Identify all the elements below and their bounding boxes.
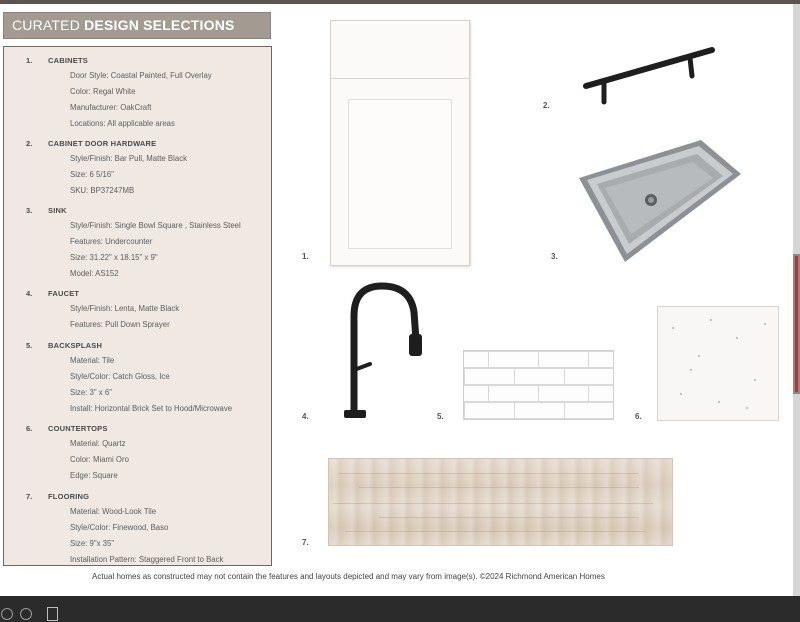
bar-pull-image (580, 40, 720, 110)
tile-brick (463, 351, 490, 368)
cabinet-rail (331, 78, 469, 79)
section-title: BACKSPLASH (48, 341, 103, 350)
spec-line: Style/Color: Finewood, Baso (70, 523, 169, 532)
tile-brick (464, 368, 516, 385)
tile-brick (488, 351, 540, 368)
tile-brick (588, 351, 614, 368)
spec-line: Features: Pull Down Sprayer (70, 320, 170, 329)
image-label-3: 3. (551, 252, 558, 261)
tile-brick (488, 385, 540, 402)
spec-line: Color: Regal White (70, 87, 136, 96)
quartz-speck (718, 401, 720, 403)
tile-brick (538, 385, 590, 402)
cabinet-door-image (330, 20, 470, 266)
scrollbar-position-marker (795, 256, 798, 392)
document-icon[interactable] (47, 607, 58, 621)
spec-line: Manufacturer: OakCraft (70, 103, 152, 112)
spec-line: Features: Undercounter (70, 237, 153, 246)
tile-brick (464, 402, 516, 419)
quartz-speck (672, 327, 674, 329)
section-number: 2. (26, 139, 33, 148)
section-number: 4. (26, 289, 33, 298)
section-number: 7. (26, 492, 33, 501)
image-label-2: 2. (543, 101, 550, 110)
wood-look-tile-image (328, 458, 673, 546)
image-label-5: 5. (437, 412, 444, 421)
spec-line: Style/Finish: Bar Pull, Matte Black (70, 154, 187, 163)
spec-line: Style/Finish: Lenta, Matte Black (70, 304, 180, 313)
spec-line: Install: Horizontal Brick Set to Hood/Microwave (70, 404, 233, 413)
viewer-toolbar (0, 596, 800, 622)
title-bold-text: DESIGN SELECTIONS (84, 17, 235, 33)
quartz-speck (746, 407, 748, 409)
spec-line: Model: AS152 (70, 269, 119, 278)
scrollbar[interactable] (793, 4, 800, 596)
quartz-speck (698, 355, 700, 357)
section-title: SINK (48, 206, 67, 215)
spec-line: Size: 3" x 6" (70, 388, 112, 397)
info-icon[interactable] (20, 608, 32, 620)
wood-grain (345, 531, 645, 532)
wood-grain (359, 487, 639, 488)
page-title (3, 12, 271, 39)
title-light-text: CURATED (12, 17, 85, 33)
spec-panel (3, 46, 272, 566)
quartz-speck (754, 379, 756, 381)
spec-line: Installation Pattern: Staggered Front to Back (70, 555, 224, 564)
backsplash-tile-image (463, 350, 614, 420)
tile-brick (564, 402, 614, 419)
tile-brick (463, 385, 490, 402)
spec-line: Style/Finish: Single Bowl Square , Stainless Steel (70, 221, 241, 230)
image-label-7: 7. (302, 538, 309, 547)
section-number: 1. (26, 56, 33, 65)
tile-brick (538, 351, 590, 368)
wood-grain (379, 517, 639, 518)
spec-line: Material: Wood-Look Tile (70, 507, 157, 516)
spec-line: SKU: BP37247MB (70, 186, 135, 195)
tile-brick (514, 368, 566, 385)
image-label-1: 1. (302, 252, 309, 261)
zoom-out-icon[interactable] (1, 608, 13, 620)
spec-line: Door Style: Coastal Painted, Full Overlay (70, 71, 212, 80)
spec-line: Size: 31.22" x 18.15" x 9" (70, 253, 158, 262)
wood-grain (333, 503, 653, 504)
quartz-speck (690, 369, 692, 371)
quartz-speck (736, 337, 738, 339)
image-label-4: 4. (302, 412, 309, 421)
spec-line: Edge: Square (70, 471, 118, 480)
section-title: FLOORING (48, 492, 90, 501)
section-number: 6. (26, 424, 33, 433)
section-title: CABINETS (48, 56, 88, 65)
spec-line: Material: Tile (70, 356, 115, 365)
tile-brick (588, 385, 614, 402)
spec-line: Material: Quartz (70, 439, 126, 448)
section-title: CABINET DOOR HARDWARE (48, 139, 157, 148)
section-title: COUNTERTOPS (48, 424, 108, 433)
tile-brick (564, 368, 614, 385)
spec-line: Locations: All applicable areas (70, 119, 175, 128)
spec-line: Color: Miami Oro (70, 455, 129, 464)
section-title: FAUCET (48, 289, 80, 298)
sink-image (575, 138, 745, 266)
faucet-image (330, 282, 425, 422)
tile-brick (514, 402, 566, 419)
cabinet-panel (348, 99, 452, 249)
spec-line: Size: 9"x 35" (70, 539, 115, 548)
spec-line: Size: 6 5/16" (70, 170, 114, 179)
quartz-sample-image (657, 306, 779, 421)
section-number: 3. (26, 206, 33, 215)
quartz-speck (680, 393, 682, 395)
quartz-speck (764, 323, 766, 325)
section-number: 5. (26, 341, 33, 350)
disclaimer-text: Actual homes as constructed may not contain the features and layouts depicted and may vary from image(s). ©2024 Richmond American Homes (92, 572, 605, 581)
quartz-speck (710, 319, 712, 321)
image-label-6: 6. (635, 412, 642, 421)
wood-grain (339, 473, 639, 474)
spec-line: Style/Color: Catch Gloss, Ice (70, 372, 170, 381)
